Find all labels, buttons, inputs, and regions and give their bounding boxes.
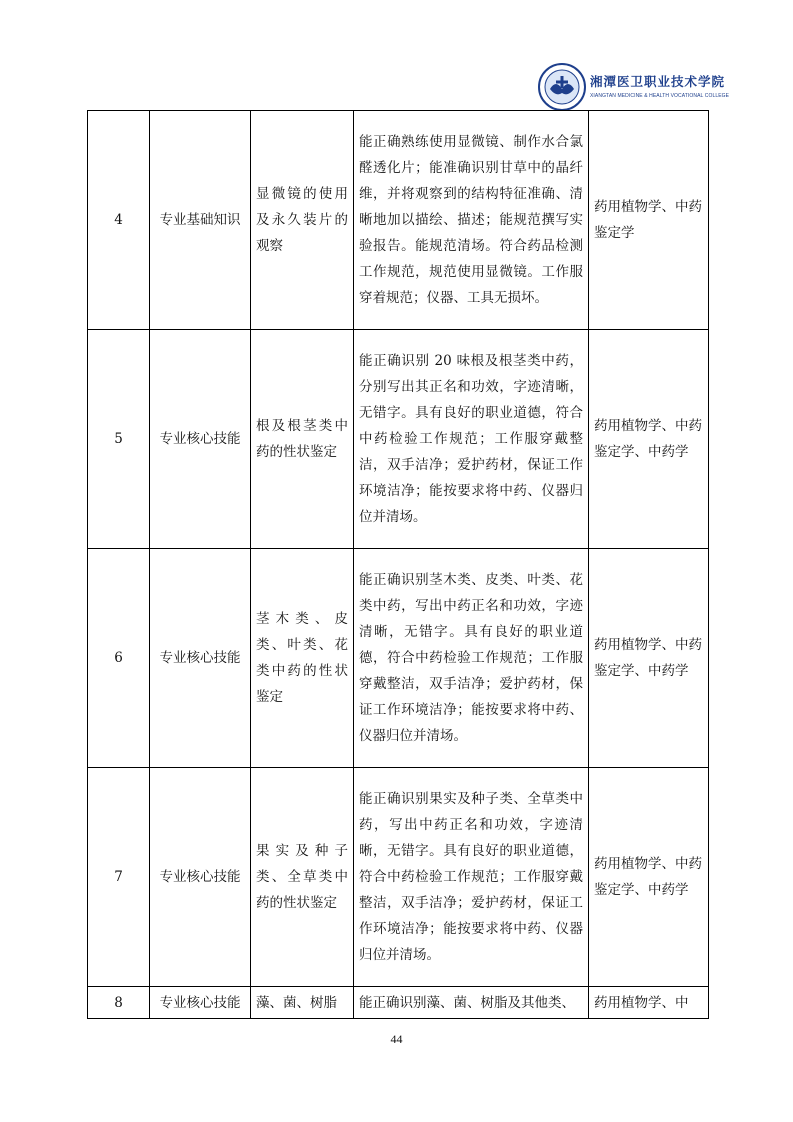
row-category: 专业核心技能 — [150, 549, 251, 768]
row-item: 茎木类、皮类、叶类、花类中药的性状鉴定 — [251, 549, 354, 768]
school-logo — [537, 62, 737, 112]
row-number: 5 — [88, 330, 150, 549]
row-requirement: 能正确识别果实及种子类、全草类中药，写出中药正名和功效，字迹清晰，无错字。具有良好的职业道德，符合中药检验工作规范；工作服穿戴整洁，双手洁净；爱护药材，保证工作环境洁净；能按要求将中药、仪器归位并清场。 — [354, 768, 589, 987]
row-course: 药用植物学、中药鉴定学、中药学 — [589, 768, 709, 987]
assessment-table — [87, 110, 709, 1019]
row-course: 药用植物学、中 — [589, 987, 709, 1019]
row-category: 专业核心技能 — [150, 768, 251, 987]
row-category: 专业核心技能 — [150, 330, 251, 549]
school-name: 湘潭医卫职业技术学院 — [590, 74, 726, 89]
row-number: 8 — [88, 987, 150, 1019]
row-number: 7 — [88, 768, 150, 987]
table-row — [88, 549, 709, 768]
school-emblem-icon — [537, 62, 587, 112]
table-row — [88, 111, 709, 330]
table-row — [88, 987, 709, 1019]
row-requirement: 能正确识别茎木类、皮类、叶类、花类中药，写出中药正名和功效，字迹清晰，无错字。具有良好的职业道德，符合中药检验工作规范；工作服穿戴整洁，双手洁净；爱护药材，保证工作环境洁净；能按要求将中药、仪器归位并清场。 — [354, 549, 589, 768]
row-item: 显微镜的使用及永久装片的观察 — [251, 111, 354, 330]
row-course: 药用植物学、中药鉴定学、中药学 — [589, 549, 709, 768]
row-item: 根及根茎类中药的性状鉴定 — [251, 330, 354, 549]
table-row — [88, 768, 709, 987]
row-course: 药用植物学、中药鉴定学 — [589, 111, 709, 330]
row-number: 6 — [88, 549, 150, 768]
row-course: 药用植物学、中药鉴定学、中药学 — [589, 330, 709, 549]
row-item: 藻、菌、树脂 — [251, 987, 354, 1019]
row-requirement: 能正确识别 20 味根及根茎类中药，分别写出其正名和功效，字迹清晰，无错字。具有良好的职业道德，符合中药检验工作规范；工作服穿戴整洁，双手洁净；爱护药材，保证工作环境洁净；能按要求将中药、仪器归位并清场。 — [354, 330, 589, 549]
row-number: 4 — [88, 111, 150, 330]
row-item: 果实及种子类、全草类中药的性状鉴定 — [251, 768, 354, 987]
school-name-en: XIANGTAN MEDICINE & HEALTH VOCATIONAL COLLEGE — [590, 93, 730, 99]
table-row — [88, 330, 709, 549]
row-requirement: 能正确识别藻、菌、树脂及其他类、 — [354, 987, 589, 1019]
row-category: 专业基础知识 — [150, 111, 251, 330]
page-number: 44 — [390, 1032, 403, 1046]
row-requirement: 能正确熟练使用显微镜、制作水合氯醛透化片；能准确识别甘草中的晶纤维，并将观察到的结构特征准确、清晰地加以描绘、描述；能规范撰写实验报告。能规范清场。符合药品检测工作规范，规范使用显微镜。工作服穿着规范；仪器、工具无损坏。 — [354, 111, 589, 330]
row-category: 专业核心技能 — [150, 987, 251, 1019]
